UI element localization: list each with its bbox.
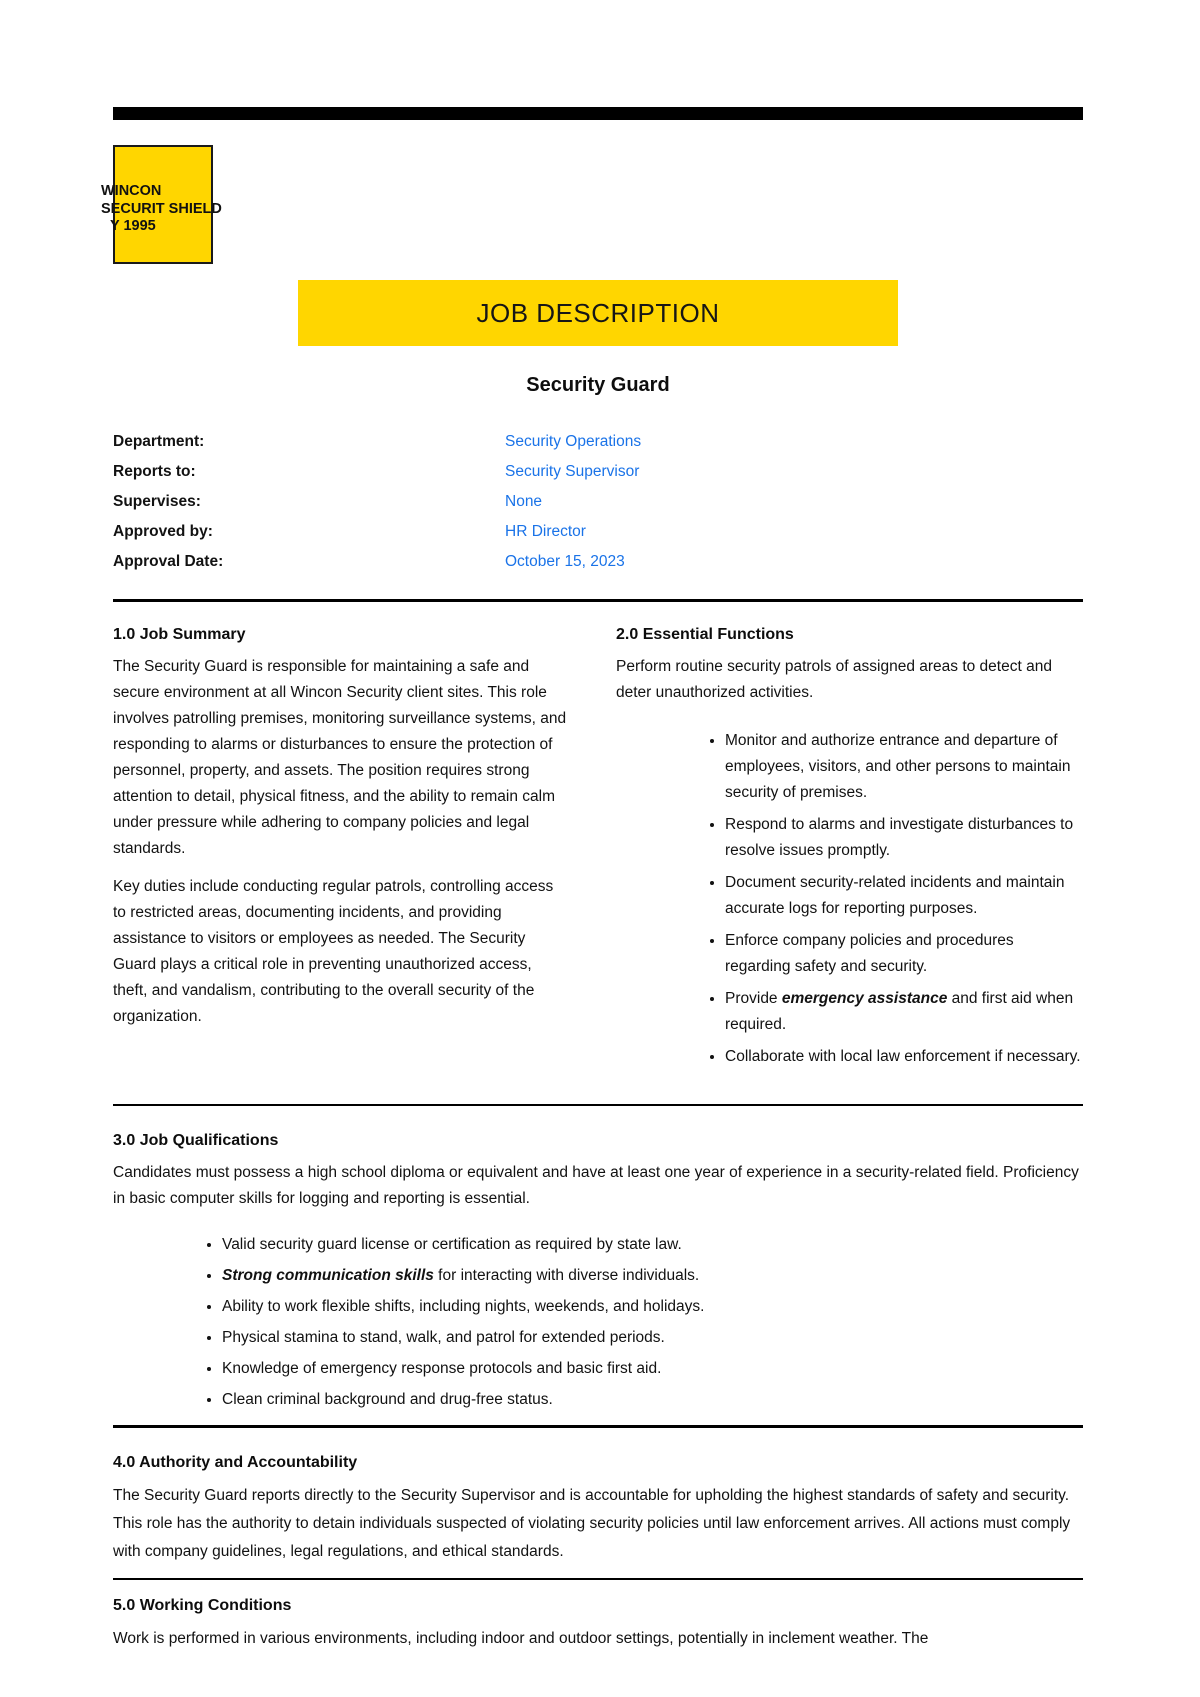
- paragraph: Key duties include conducting regular patrols, controlling access to restricted areas, documenting incidents, and providing assistance to visitors or employees as needed. The Security Guard plays a critical role in preventing unauthorized access, theft, and vandalism, contributing to the overall security of the organization.: [113, 877, 554, 1025]
- bullet-text: Physical stamina to stand, walk, and patrol for extended periods.: [222, 1329, 665, 1346]
- bullet-text: for interacting with diverse individuals.: [433, 1267, 700, 1284]
- section-job-summary: [113, 626, 568, 1076]
- section-essential-functions: [616, 626, 1083, 1076]
- logo-line: SECURIT SHIELD: [101, 200, 222, 217]
- bullet-text: Monitor and authorize entrance and departure of employees, visitors, and other persons to maintain security of premises.: [725, 731, 1071, 801]
- paragraph: The Security Guard is responsible for maintaining a safe and secure environment at all Wincon Security client sites. This role involves patrolling premises, monitoring surveillance systems, and responding to alarms or disturbances to ensure the protection of personnel, property, and assets. The position requires strong attention to detail, physical fitness, and the ability to remain calm under pressure while adhering to company policies and legal standards.: [113, 657, 567, 857]
- job-meta-fields: [113, 427, 1083, 577]
- field-row-reports-to: [113, 457, 1083, 487]
- banner-title: JOB DESCRIPTION: [476, 297, 720, 328]
- section-divider: [113, 1104, 1083, 1107]
- field-label: Supervises:: [113, 493, 201, 510]
- section-heading: 4.0 Authority and Accountability: [113, 1453, 358, 1471]
- list-item: [222, 1325, 1083, 1351]
- list-item: [725, 1044, 1083, 1070]
- bullet-text: Collaborate with local law enforcement if necessary.: [725, 1047, 1081, 1065]
- company-logo: [101, 145, 222, 264]
- field-label: Reports to:: [113, 463, 196, 480]
- field-row-approved-by: [113, 517, 1083, 547]
- field-row-supervises: [113, 487, 1083, 517]
- qualifications-list: [113, 1232, 1083, 1413]
- paragraph: Perform routine security patrols of assigned areas to detect and deter unauthorized activities.: [616, 657, 1052, 701]
- section-divider: [113, 1578, 1083, 1581]
- bullet-text: Ability to work flexible shifts, including nights, weekends, and holidays.: [222, 1298, 705, 1315]
- list-item: [725, 870, 1083, 922]
- list-item: [222, 1294, 1083, 1320]
- bullet-emphasis: emergency assistance: [781, 989, 948, 1007]
- section-heading: 3.0 Job Qualifications: [113, 1132, 279, 1149]
- bullet-text: Valid security guard license or certification as required by state law.: [222, 1236, 682, 1253]
- section-heading: 1.0 Job Summary: [113, 625, 246, 643]
- section-divider: [113, 1425, 1083, 1428]
- logo-line: WINCON: [101, 183, 162, 199]
- field-label: Approved by:: [113, 523, 213, 540]
- section-heading: 5.0 Working Conditions: [113, 1597, 292, 1614]
- bullet-text: Enforce company policies and procedures regarding safety and security.: [725, 931, 1014, 975]
- list-item: [725, 986, 1083, 1038]
- list-item: [222, 1263, 1083, 1289]
- field-label: Department:: [113, 433, 205, 450]
- section-job-qualifications: [113, 1132, 1083, 1413]
- field-row-department: [113, 427, 1083, 457]
- list-item: [725, 928, 1083, 980]
- job-description-banner: [298, 280, 898, 346]
- bullet-text: Knowledge of emergency response protocols and basic first aid.: [222, 1360, 662, 1377]
- two-column-section: [113, 626, 1083, 1076]
- field-label: Approval Date:: [113, 553, 224, 570]
- bullet-text: and first aid when required.: [725, 989, 1074, 1033]
- logo-line: Y 1995: [110, 218, 156, 234]
- field-row-approval-date: [113, 547, 1083, 577]
- field-value: HR Director: [505, 523, 586, 540]
- field-value: Security Supervisor: [505, 463, 640, 480]
- section-authority-accountability: [113, 1454, 1083, 1566]
- bullet-emphasis: Strong communication skills: [222, 1267, 434, 1284]
- section-working-conditions: [113, 1597, 1083, 1653]
- field-value: October 15, 2023: [505, 553, 625, 570]
- field-value: None: [505, 493, 543, 510]
- section-heading: 2.0 Essential Functions: [616, 625, 794, 643]
- list-item: [725, 812, 1083, 864]
- company-logo-text: [101, 183, 222, 236]
- list-item: [222, 1356, 1083, 1382]
- job-title: Security Guard: [526, 374, 670, 396]
- paragraph: Work is performed in various environments, including indoor and outdoor settings, potentially in inclement weather. The: [113, 1630, 929, 1647]
- header-bar: [113, 107, 1083, 120]
- paragraph: The Security Guard reports directly to the Security Supervisor and is accountable for upholding the highest standards of safety and security. This role has the authority to detain individuals suspected of violating security policies until law enforcement arrives. All actions must comply with company guidelines, legal regulations, and ethical standards.: [113, 1486, 1071, 1560]
- essential-functions-list: [616, 728, 1083, 1070]
- job-description-document: [101, 0, 1083, 1653]
- list-item: [725, 728, 1083, 806]
- list-item: [222, 1387, 1083, 1413]
- bullet-text: Respond to alarms and investigate disturbances to resolve issues promptly.: [725, 815, 1074, 859]
- section-divider: [113, 599, 1083, 602]
- bullet-text: Provide: [725, 989, 782, 1007]
- field-value: Security Operations: [505, 433, 642, 450]
- paragraph: Candidates must possess a high school diploma or equivalent and have at least one year of experience in a security-related field. Proficiency in basic computer skills for logging and reporting is essential.: [113, 1164, 1079, 1207]
- bullet-text: Clean criminal background and drug-free status.: [222, 1391, 553, 1408]
- bullet-text: Document security-related incidents and maintain accurate logs for reporting purposes.: [725, 873, 1065, 917]
- list-item: [222, 1232, 1083, 1258]
